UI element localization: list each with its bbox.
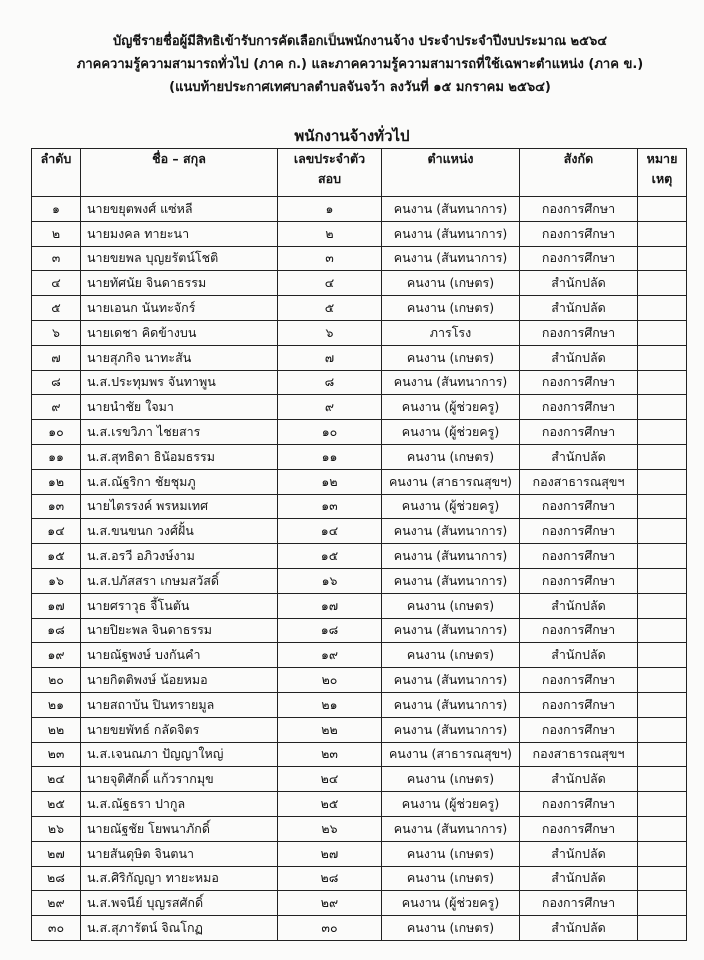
cell-note [638, 519, 687, 544]
table-row [32, 891, 687, 916]
table-row [32, 742, 687, 767]
cell-note [638, 544, 687, 569]
table-row [32, 841, 687, 866]
cell-exam-id: ๒๒ [278, 717, 382, 742]
cell-exam-id: ๒๔ [278, 767, 382, 792]
cell-department: สำนักปลัด [520, 866, 638, 891]
cell-order-no: ๘ [32, 370, 81, 395]
cell-order-no: ๒๐ [32, 668, 81, 693]
cell-department: กองการศึกษา [520, 792, 638, 817]
cell-note [638, 593, 687, 618]
cell-exam-id: ๒๖ [278, 816, 382, 841]
cell-note [638, 742, 687, 767]
cell-position: คนงาน (เกษตร) [382, 593, 520, 618]
cell-full-name: นายกิตติพงษ์ น้อยหมอ [81, 668, 278, 693]
table-row [32, 717, 687, 742]
cell-department: กองการศึกษา [520, 395, 638, 420]
cell-position: คนงาน (สันทนาการ) [382, 221, 520, 246]
cell-full-name: นายสันดุษิต จินตนา [81, 841, 278, 866]
table-row [32, 767, 687, 792]
cell-position: คนงาน (สันทนาการ) [382, 717, 520, 742]
cell-order-no: ๑๒ [32, 469, 81, 494]
cell-department: กองการศึกษา [520, 692, 638, 717]
cell-order-no: ๑๙ [32, 643, 81, 668]
table-row [32, 519, 687, 544]
cell-department: กองการศึกษา [520, 891, 638, 916]
cell-note [638, 767, 687, 792]
column-header-exam-id-line2: สอบ [317, 171, 342, 186]
cell-position: คนงาน (ผู้ช่วยครู) [382, 494, 520, 519]
cell-order-no: ๑ [32, 197, 81, 222]
cell-order-no: ๕ [32, 296, 81, 321]
cell-full-name: น.ส.ขนขนก วงศ์ฝั้น [81, 519, 278, 544]
cell-full-name: นายไตรรงค์ พรหมเทศ [81, 494, 278, 519]
cell-note [638, 420, 687, 445]
header-line-2: ภาคความรู้ความสามารถทั่วไป (ภาค ก.) และภาคความรู้ความสามารถที่ใช้เฉพาะตำแหน่ง (ภาค ข.) [76, 57, 644, 72]
cell-note [638, 816, 687, 841]
cell-note [638, 668, 687, 693]
column-header-exam-id [278, 149, 382, 197]
cell-full-name: นายปิยะพล จินดาธรรม [81, 618, 278, 643]
cell-position: คนงาน (สันทนาการ) [382, 197, 520, 222]
cell-exam-id: ๓ [278, 246, 382, 271]
cell-department: สำนักปลัด [520, 593, 638, 618]
cell-full-name: นายขยพัทธ์ กลัดจิตร [81, 717, 278, 742]
cell-exam-id: ๒๐ [278, 668, 382, 693]
cell-position: คนงาน (สันทนาการ) [382, 692, 520, 717]
cell-note [638, 568, 687, 593]
cell-order-no: ๒ [32, 221, 81, 246]
cell-department: สำนักปลัด [520, 271, 638, 296]
cell-order-no: ๑๐ [32, 420, 81, 445]
cell-full-name: น.ส.ณัฐริกา ชัยชุมภู [81, 469, 278, 494]
cell-department: สำนักปลัด [520, 296, 638, 321]
cell-position: คนงาน (เกษตร) [382, 916, 520, 941]
cell-note [638, 866, 687, 891]
cell-position: คนงาน (เกษตร) [382, 345, 520, 370]
cell-exam-id: ๙ [278, 395, 382, 420]
table-row [32, 618, 687, 643]
column-header-name: ชื่อ – สกุล [81, 149, 278, 197]
cell-position: คนงาน (ผู้ช่วยครู) [382, 792, 520, 817]
cell-order-no: ๑๘ [32, 618, 81, 643]
cell-exam-id: ๒๓ [278, 742, 382, 767]
cell-order-no: ๑๕ [32, 544, 81, 569]
column-header-note [638, 149, 687, 197]
column-header-note-line2: เหตุ [651, 171, 673, 186]
cell-order-no: ๒๓ [32, 742, 81, 767]
cell-full-name: นายเดชา คิดข้างบน [81, 320, 278, 345]
cell-department: สำนักปลัด [520, 643, 638, 668]
cell-exam-id: ๑๒ [278, 469, 382, 494]
column-header-department: สังกัด [520, 149, 638, 197]
cell-order-no: ๖ [32, 320, 81, 345]
cell-department: กองการศึกษา [520, 618, 638, 643]
cell-order-no: ๗ [32, 345, 81, 370]
cell-position: คนงาน (สันทนาการ) [382, 370, 520, 395]
cell-note [638, 221, 687, 246]
cell-note [638, 395, 687, 420]
cell-exam-id: ๑๓ [278, 494, 382, 519]
cell-department: กองการศึกษา [520, 246, 638, 271]
cell-order-no: ๒๔ [32, 767, 81, 792]
cell-note [638, 469, 687, 494]
cell-exam-id: ๒๕ [278, 792, 382, 817]
table-row [32, 866, 687, 891]
cell-exam-id: ๑๐ [278, 420, 382, 445]
cell-order-no: ๒๘ [32, 866, 81, 891]
cell-position: คนงาน (เกษตร) [382, 296, 520, 321]
table-header-row [32, 149, 687, 197]
cell-exam-id: ๒ [278, 221, 382, 246]
table-row [32, 916, 687, 941]
cell-order-no: ๒๗ [32, 841, 81, 866]
table-row [32, 296, 687, 321]
cell-note [638, 891, 687, 916]
cell-full-name: นายสถาบัน ปินทรายมูล [81, 692, 278, 717]
table-row [32, 544, 687, 569]
table-row [32, 444, 687, 469]
cell-department: กองการศึกษา [520, 519, 638, 544]
table-row [32, 593, 687, 618]
cell-note [638, 643, 687, 668]
cell-department: สำนักปลัด [520, 841, 638, 866]
cell-exam-id: ๒๘ [278, 866, 382, 891]
cell-position: คนงาน (สาธารณสุขฯ) [382, 469, 520, 494]
table-row [32, 692, 687, 717]
header-line-1: บัญชีรายชื่อผู้มีสิทธิเข้ารับการคัดเลือกเป็นพนักงานจ้าง ประจำประจำปีงบประมาณ ๒๕๖๔ [112, 34, 608, 49]
cell-exam-id: ๓๐ [278, 916, 382, 941]
section-title: พนักงานจ้างทั่วไป [294, 127, 410, 145]
table-row [32, 271, 687, 296]
table-row [32, 221, 687, 246]
cell-position: คนงาน (สันทนาการ) [382, 816, 520, 841]
cell-exam-id: ๒๗ [278, 841, 382, 866]
cell-note [638, 197, 687, 222]
cell-position: คนงาน (สันทนาการ) [382, 668, 520, 693]
cell-full-name: นายศราวุธ จี้โนตัน [81, 593, 278, 618]
cell-position: คนงาน (ผู้ช่วยครู) [382, 891, 520, 916]
cell-department: กองการศึกษา [520, 420, 638, 445]
cell-department: กองสาธารณสุขฯ [520, 469, 638, 494]
cell-exam-id: ๘ [278, 370, 382, 395]
cell-note [638, 271, 687, 296]
cell-department: กองการศึกษา [520, 494, 638, 519]
cell-position: คนงาน (สันทนาการ) [382, 568, 520, 593]
table-row [32, 197, 687, 222]
cell-full-name: น.ส.เรขวิภา ไชยสาร [81, 420, 278, 445]
cell-order-no: ๑๔ [32, 519, 81, 544]
cell-exam-id: ๑๔ [278, 519, 382, 544]
candidate-table [31, 148, 687, 941]
cell-note [638, 320, 687, 345]
cell-position: คนงาน (ผู้ช่วยครู) [382, 395, 520, 420]
table-row [32, 494, 687, 519]
cell-order-no: ๙ [32, 395, 81, 420]
cell-exam-id: ๗ [278, 345, 382, 370]
table-row [32, 469, 687, 494]
cell-department: สำนักปลัด [520, 916, 638, 941]
cell-order-no: ๑๓ [32, 494, 81, 519]
cell-note [638, 717, 687, 742]
cell-note [638, 618, 687, 643]
cell-note [638, 444, 687, 469]
cell-position: คนงาน (สาธารณสุขฯ) [382, 742, 520, 767]
cell-exam-id: ๒๙ [278, 891, 382, 916]
cell-exam-id: ๖ [278, 320, 382, 345]
cell-note [638, 841, 687, 866]
cell-department: สำนักปลัด [520, 767, 638, 792]
cell-order-no: ๒๙ [32, 891, 81, 916]
table-row [32, 568, 687, 593]
cell-full-name: น.ส.ณัฐธรา ปากูล [81, 792, 278, 817]
cell-department: กองการศึกษา [520, 668, 638, 693]
cell-position: คนงาน (เกษตร) [382, 841, 520, 866]
cell-position: คนงาน (สันทนาการ) [382, 544, 520, 569]
cell-department: สำนักปลัด [520, 345, 638, 370]
cell-order-no: ๒๕ [32, 792, 81, 817]
cell-exam-id: ๑๑ [278, 444, 382, 469]
table-row [32, 668, 687, 693]
column-header-position: ตำแหน่ง [382, 149, 520, 197]
cell-position: คนงาน (สันทนาการ) [382, 519, 520, 544]
table-row [32, 420, 687, 445]
cell-order-no: ๑๗ [32, 593, 81, 618]
cell-full-name: น.ส.ปภัสสรา เกษมสวัสดิ์ [81, 568, 278, 593]
cell-department: สำนักปลัด [520, 444, 638, 469]
header-line-3: (แนบท้ายประกาศเทศบาลตำบลจันจว้า ลงวันที่ ๑๕ มกราคม ๒๕๖๔) [169, 80, 551, 95]
cell-note [638, 370, 687, 395]
cell-department: กองการศึกษา [520, 544, 638, 569]
cell-position: คนงาน (เกษตร) [382, 767, 520, 792]
cell-full-name: นายทัศนัย จินดาธรรม [81, 271, 278, 296]
cell-exam-id: ๕ [278, 296, 382, 321]
cell-order-no: ๒๑ [32, 692, 81, 717]
cell-full-name: น.ส.สุภารัตน์ จิณโกฏ [81, 916, 278, 941]
cell-department: กองการศึกษา [520, 568, 638, 593]
cell-department: กองการศึกษา [520, 221, 638, 246]
cell-exam-id: ๑๘ [278, 618, 382, 643]
cell-order-no: ๔ [32, 271, 81, 296]
cell-full-name: นายเอนก นันทะจักร์ [81, 296, 278, 321]
cell-position: คนงาน (เกษตร) [382, 271, 520, 296]
cell-note [638, 246, 687, 271]
cell-full-name: น.ส.สุทธิดา ธินัอมธรรม [81, 444, 278, 469]
cell-exam-id: ๔ [278, 271, 382, 296]
table-row [32, 643, 687, 668]
cell-position: คนงาน (เกษตร) [382, 643, 520, 668]
cell-note [638, 692, 687, 717]
cell-note [638, 345, 687, 370]
table-row [32, 792, 687, 817]
cell-order-no: ๑๖ [32, 568, 81, 593]
table-row [32, 395, 687, 420]
cell-order-no: ๑๑ [32, 444, 81, 469]
cell-position: คนงาน (สันทนาการ) [382, 618, 520, 643]
cell-exam-id: ๑ [278, 197, 382, 222]
table-row [32, 246, 687, 271]
cell-department: กองการศึกษา [520, 816, 638, 841]
cell-exam-id: ๑๗ [278, 593, 382, 618]
cell-position: คนงาน (ผู้ช่วยครู) [382, 420, 520, 445]
cell-department: กองสาธารณสุขฯ [520, 742, 638, 767]
table-row [32, 320, 687, 345]
cell-note [638, 792, 687, 817]
cell-department: กองการศึกษา [520, 320, 638, 345]
cell-position: ภารโรง [382, 320, 520, 345]
cell-full-name: นายมงคล ทายะนา [81, 221, 278, 246]
cell-note [638, 494, 687, 519]
cell-order-no: ๒๒ [32, 717, 81, 742]
cell-department: กองการศึกษา [520, 717, 638, 742]
cell-exam-id: ๑๖ [278, 568, 382, 593]
cell-full-name: นายณัฐพงษ์ บงกันคำ [81, 643, 278, 668]
cell-full-name: นายจุติศักดิ์ แก้วรากมุข [81, 767, 278, 792]
cell-full-name: น.ส.อรวี อภิวงษ์งาม [81, 544, 278, 569]
cell-position: คนงาน (สันทนาการ) [382, 246, 520, 271]
cell-full-name: น.ส.เจนณภา ปัญญาใหญ่ [81, 742, 278, 767]
cell-department: กองการศึกษา [520, 370, 638, 395]
cell-full-name: นายขยุตพงศ์ แซ่หลี [81, 197, 278, 222]
cell-order-no: ๓๐ [32, 916, 81, 941]
table-row [32, 370, 687, 395]
cell-exam-id: ๒๑ [278, 692, 382, 717]
cell-position: คนงาน (เกษตร) [382, 444, 520, 469]
column-header-exam-id-line1: เลขประจำตัว [293, 151, 366, 166]
cell-full-name: น.ส.ศิริกัญญา ทายะหมอ [81, 866, 278, 891]
cell-note [638, 916, 687, 941]
cell-department: กองการศึกษา [520, 197, 638, 222]
cell-full-name: น.ส.พจนีย์ บุญรสศักดิ์ [81, 891, 278, 916]
cell-full-name: นายนำชัย ใจมา [81, 395, 278, 420]
column-header-note-line1: หมาย [646, 151, 678, 166]
cell-order-no: ๓ [32, 246, 81, 271]
cell-exam-id: ๑๙ [278, 643, 382, 668]
table-row [32, 345, 687, 370]
cell-order-no: ๒๖ [32, 816, 81, 841]
cell-full-name: นายณัฐชัย โยพนาภักดิ์ [81, 816, 278, 841]
document-header [40, 30, 680, 99]
column-header-no: ลำดับ [32, 149, 81, 197]
cell-exam-id: ๑๕ [278, 544, 382, 569]
cell-note [638, 296, 687, 321]
table-body [32, 197, 687, 941]
table-row [32, 816, 687, 841]
cell-full-name: นายขยพล บุญยรัตน์โชติ [81, 246, 278, 271]
cell-full-name: น.ส.ประทุมพร จันทาพูน [81, 370, 278, 395]
cell-position: คนงาน (เกษตร) [382, 866, 520, 891]
cell-full-name: นายสุภกิจ นาทะสัน [81, 345, 278, 370]
